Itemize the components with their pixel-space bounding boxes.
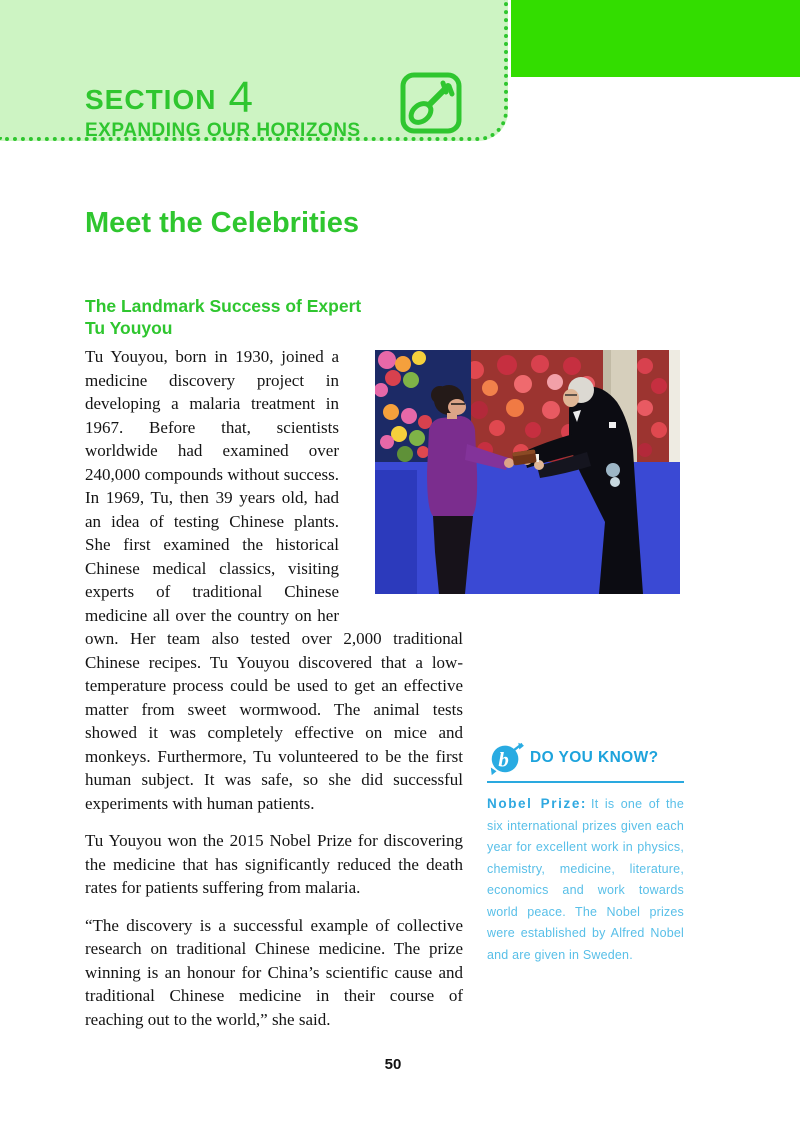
- nobel-prize-text: It is one of the six international prizes given each year for excellent work in physics, chemistry, medicine, literature, economics and work towards world peace. The Nobel prizes were established by Alfred Nobel and are given in Sweden.: [487, 797, 684, 962]
- nobel-ceremony-photo: [375, 350, 680, 594]
- do-you-know-title: DO YOU KNOW?: [530, 749, 659, 766]
- top-right-green-bar: [511, 0, 800, 77]
- do-you-know-box: [487, 738, 684, 966]
- key-icon: [399, 71, 463, 135]
- nobel-prize-note: [487, 793, 684, 966]
- paragraph-2: [85, 829, 463, 900]
- paragraph-1-text: Tu Youyou, born in 1930, joined a medicine discovery project in developing a malaria treatment in 1967. Before that, scientists worldwide had examined over 240,000 compounds without success. In 1969, Tu, then 39 years old, had an idea of testing Chinese plants. She first examined the historical Chinese medical classics, visiting experts of traditional Chinese medicine all over the country on her own. Her team also tested over 2,000 traditional Chinese recipes. Tu Youyou discovered that a low-temperature process could be used to get an effective matter from sweet wormwood. The animal tests showed it was completely effective on mice and monkeys. Furthermore, Tu volunteered to be the first human subject. It was safe, so she did successful experiments with human patients.: [85, 347, 463, 813]
- article-heading-line2: Tu Youyou: [85, 318, 173, 338]
- svg-text:b: b: [498, 747, 509, 772]
- article-heading-line1: The Landmark Success of Expert: [85, 296, 362, 316]
- paragraph-3-text: “The discovery is a successful example of collective research on traditional Chinese medicine. The prize winning is an honour for China’s scientific cause and traditional Chinese medicine in their course of reaching out to the world,” she said.: [85, 915, 463, 1029]
- article-heading: [85, 295, 463, 339]
- section-number: 4: [228, 73, 253, 122]
- paragraph-2-text: Tu Youyou won the 2015 Nobel Prize for discovering the medicine that has significantly reduced the death rates for patients suffering from malaria.: [85, 831, 463, 897]
- sidebar-rule: [487, 781, 684, 783]
- section-label: SECTION: [85, 84, 217, 115]
- section-heading: [85, 70, 361, 142]
- page-title: Meet the Celebrities: [85, 207, 359, 239]
- do-you-know-header: [487, 738, 684, 778]
- paragraph-3: [85, 914, 463, 1032]
- main-article: [85, 205, 463, 1045]
- section-subtitle: EXPANDING OUR HORIZONS: [85, 120, 361, 141]
- page-number: 50: [384, 1056, 402, 1073]
- pen-globe-icon: [487, 738, 525, 778]
- nobel-prize-term: Nobel Prize:: [487, 796, 588, 811]
